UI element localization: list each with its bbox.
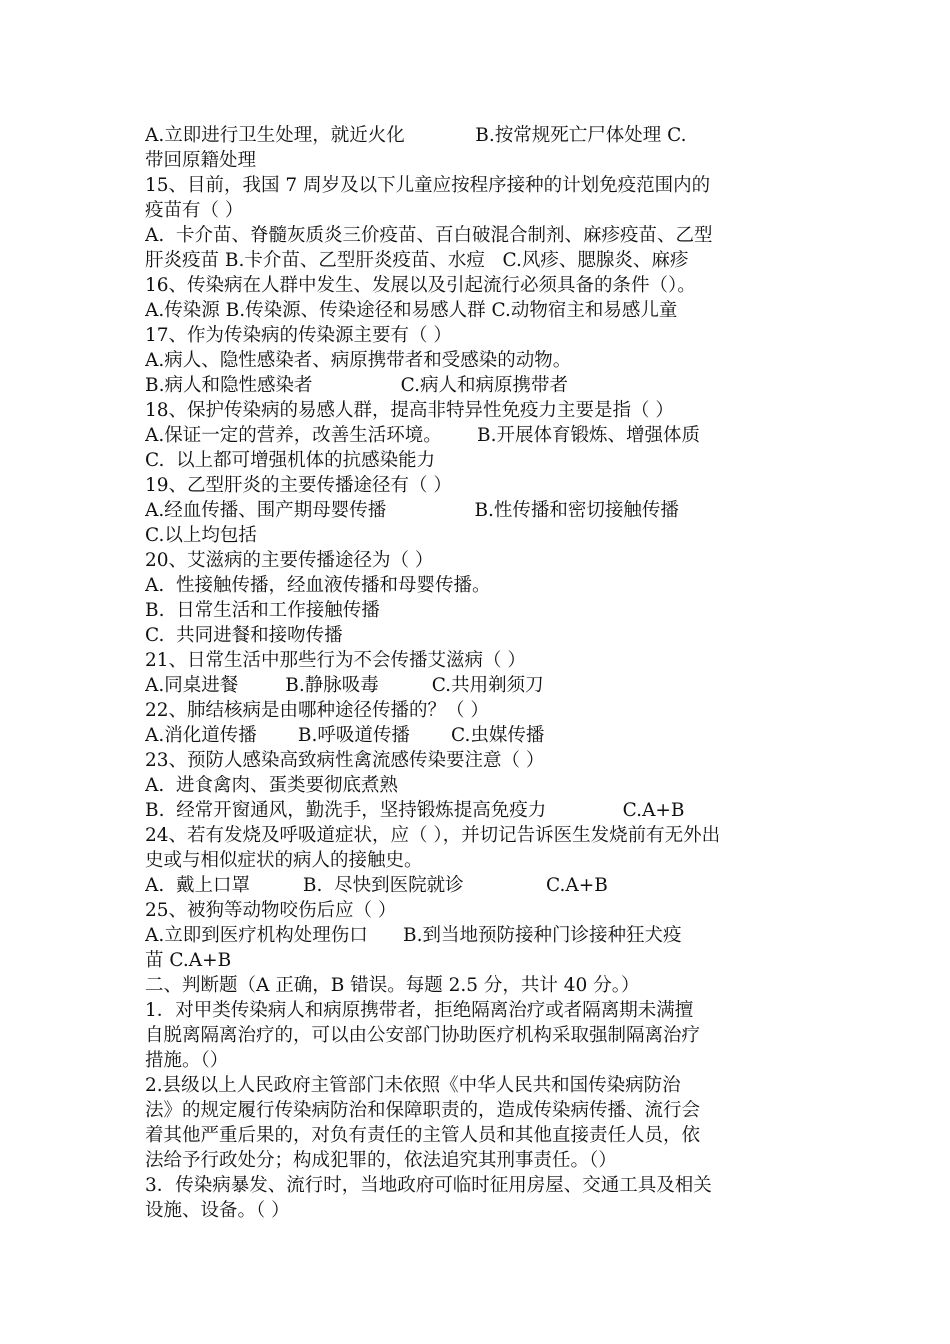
text-line: 史或与相似症状的病人的接触史。 — [145, 850, 423, 871]
document-body — [145, 123, 815, 1223]
text-line: B. 日常生活和工作接触传播 — [145, 600, 380, 621]
text-line: 着其他严重后果的，对负有责任的主管人员和其他直接责任人员，依 — [145, 1125, 701, 1146]
text-line: 自脱离隔离治疗的，可以由公安部门协助医疗机构采取强制隔离治疗 — [145, 1025, 701, 1046]
text-line: 15、目前，我国 7 周岁及以下儿童应按程序接种的计划免疫范围内的 — [145, 175, 711, 196]
text-line: C. 以上都可增强机体的抗感染能力 — [145, 450, 436, 471]
text-line: 20、艾滋病的主要传播途径为（ ） — [145, 550, 434, 571]
text-line: 25、被狗等动物咬伤后应（ ） — [145, 900, 397, 921]
text-line: B.病人和隐性感染者 C.病人和病原携带者 — [145, 375, 569, 396]
text-line: A.同桌进餐 B.静脉吸毒 C.共用剃须刀 — [145, 675, 544, 696]
text-line: 3．传染病暴发、流行时，当地政府可临时征用房屋、交通工具及相关 — [145, 1175, 712, 1196]
text-line: 苗 C.A+B — [145, 950, 232, 971]
text-line: A. 进食禽肉、蛋类要彻底煮熟 — [145, 775, 399, 796]
text-line: 1．对甲类传染病人和病原携带者，拒绝隔离治疗或者隔离期未满擅 — [145, 1000, 694, 1021]
text-line: A.保证一定的营养，改善生活环境。 B.开展体育锻炼、增强体质 — [145, 425, 701, 446]
text-line: A. 卡介苗、脊髓灰质炎三价疫苗、百白破混合制剂、麻疹疫苗、乙型 — [145, 225, 713, 246]
text-line: 法给予行政处分；构成犯罪的，依法追究其刑事责任。（） — [145, 1150, 617, 1171]
text-line: 疫苗有（ ） — [145, 200, 244, 221]
text-line: 24、若有发烧及呼吸道症状，应（ ），并切记告诉医生发烧前有无外出 — [145, 825, 721, 846]
text-line: 带回原籍处理 — [145, 150, 257, 171]
text-line: 2.县级以上人民政府主管部门未依照《中华人民共和国传染病防治 — [145, 1075, 681, 1096]
text-line: A.立即进行卫生处理，就近火化 B.按常规死亡尸体处理 C. — [145, 125, 687, 146]
text-line: 二、判断题（A 正确，B 错误。每题 2.5 分，共计 40 分。） — [145, 975, 640, 996]
text-line: 17、作为传染病的传染源主要有（ ） — [145, 325, 452, 346]
text-line: A.立即到医疗机构处理伤口 B.到当地预防接种门诊接种狂犬疫 — [145, 925, 682, 946]
text-line: 18、保护传染病的易感人群，提高非特异性免疫力主要是指（ ） — [145, 400, 674, 421]
text-line: C.以上均包括 — [145, 525, 257, 546]
text-line: A. 性接触传播，经血液传播和母婴传播。 — [145, 575, 491, 596]
text-line: A. 戴上口罩 B. 尽快到医院就诊 C.A+B — [145, 875, 608, 896]
text-line: 16、传染病在人群中发生、发展以及引起流行必须具备的条件（）。 — [145, 275, 696, 296]
text-line: 22、肺结核病是由哪种途径传播的？（ ） — [145, 700, 489, 721]
text-line: C. 共同进餐和接吻传播 — [145, 625, 343, 646]
text-line: A.病人、隐性感染者、病原携带者和受感染的动物。 — [145, 350, 572, 371]
text-line: 法》的规定履行传染病防治和保障职责的，造成传染病传播、流行会 — [145, 1100, 701, 1121]
text-line: 设施、设备。（ ） — [145, 1200, 290, 1221]
text-line: 21、日常生活中那些行为不会传播艾滋病（ ） — [145, 650, 526, 671]
text-line: 措施。（） — [145, 1050, 229, 1071]
text-line: 19、乙型肝炎的主要传播途径有（ ） — [145, 475, 452, 496]
text-line: 肝炎疫苗 B.卡介苗、乙型肝炎疫苗、水痘 C.风疹、腮腺炎、麻疹 — [145, 250, 689, 271]
text-line: A.经血传播、围产期母婴传播 B.性传播和密切接触传播 — [145, 500, 679, 521]
text-line: 23、预防人感染高致病性禽流感传染要注意（ ） — [145, 750, 545, 771]
text-line: B. 经常开窗通风，勤洗手，坚持锻炼提高免疫力 C.A+B — [145, 800, 685, 821]
text-line: A.传染源 B.传染源、传染途径和易感人群 C.动物宿主和易感儿童 — [145, 300, 678, 321]
text-line: A.消化道传播 B.呼吸道传播 C.虫媒传播 — [145, 725, 545, 746]
